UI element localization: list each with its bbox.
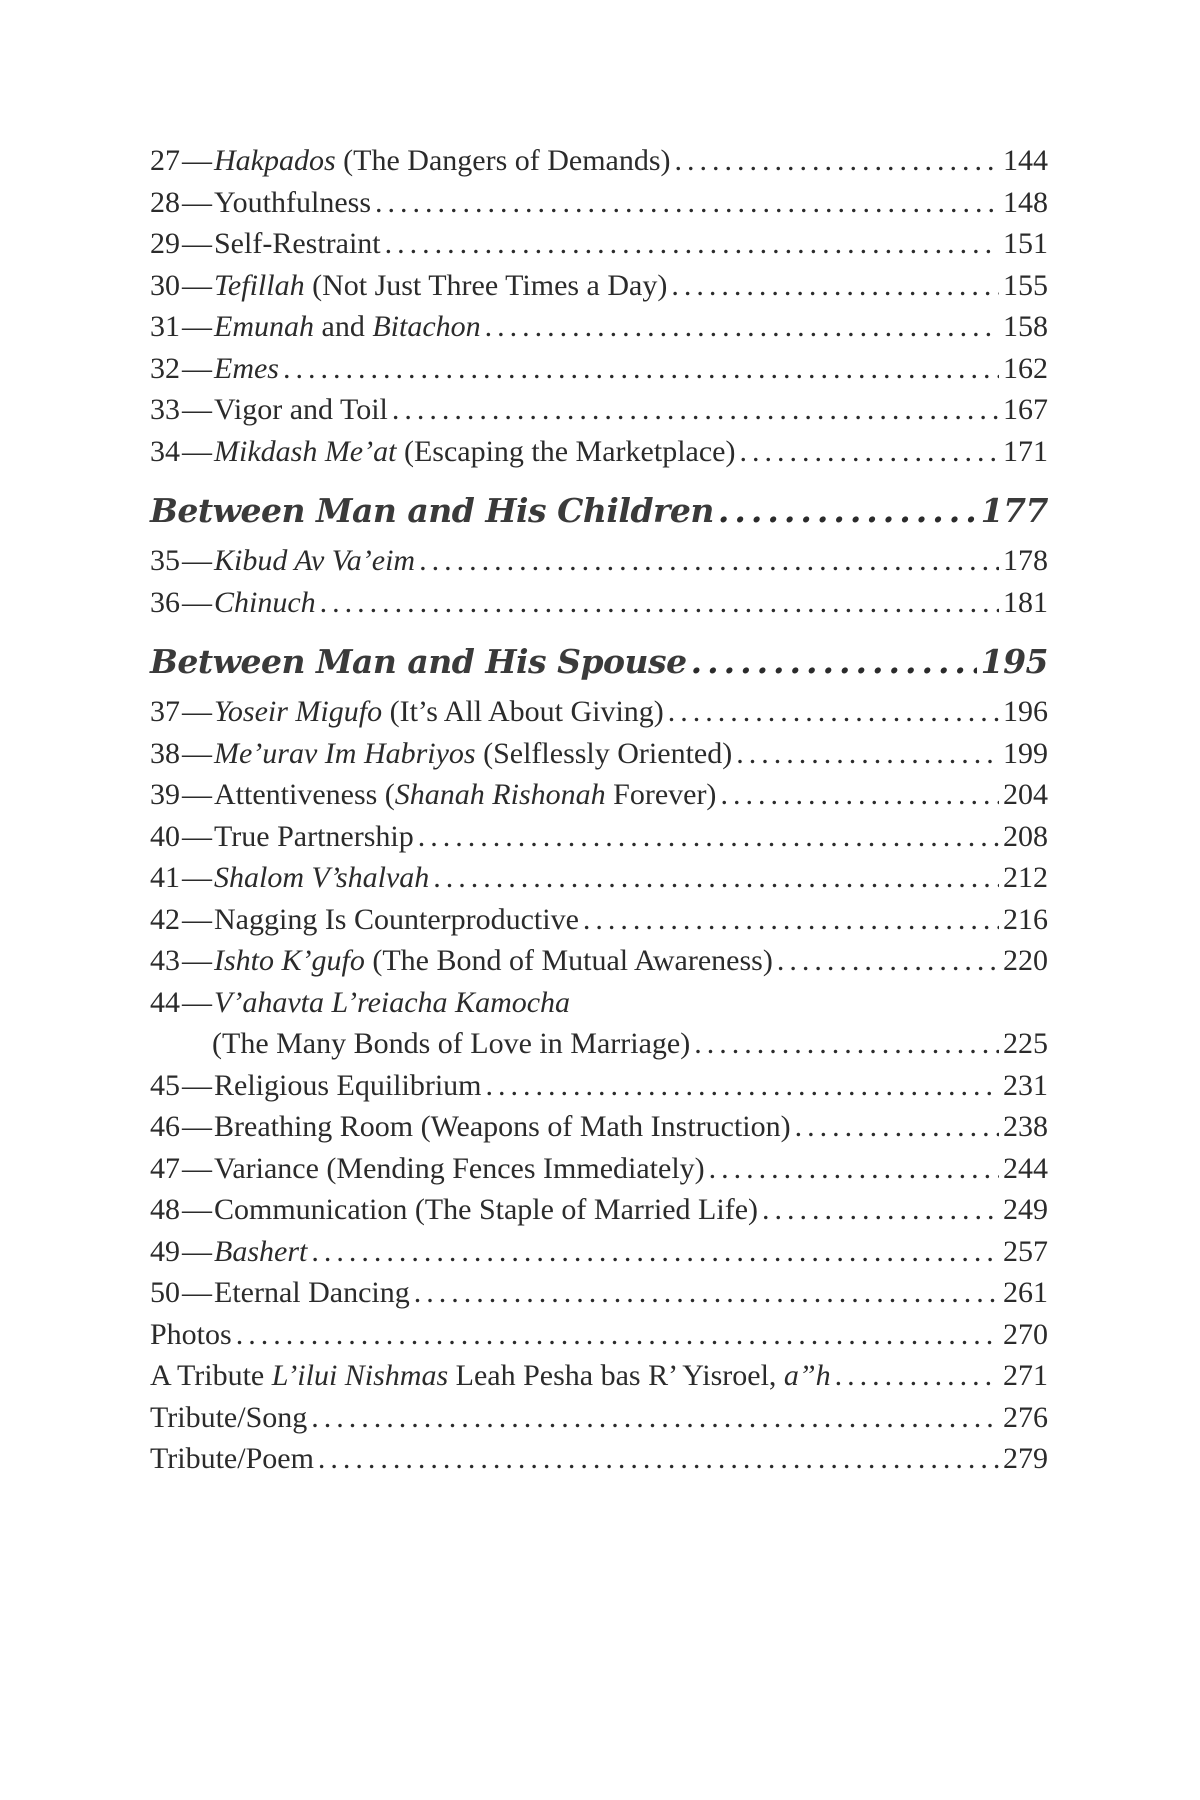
entry-dash: — [182,861,212,894]
entry-title [150,816,414,858]
leader-dots [668,691,999,733]
entry-page: 212 [1003,861,1048,894]
entry-text-after: (The Bond of Mutual Awareness) [364,944,773,977]
entry-title [150,940,773,982]
entry-italic: Kibud Av Va’eim [214,544,416,577]
entry-dash: — [182,351,212,385]
entry-title [150,265,667,307]
entry-number: 44 [150,985,180,1019]
entry-dash: — [182,902,212,936]
entry-text-after: (Selflessly Oriented) [475,736,733,770]
toc-extra-entry [150,1355,1048,1397]
entry-page: 225 [1003,1027,1048,1060]
entry-continuation: (The Many Bonds of Love in Marriage) [212,1027,691,1060]
entry-number: 30 [150,268,180,302]
entry-dash: — [182,393,212,426]
entry-italic: Me’urav Im Habriyos [214,736,476,770]
leader-dots [675,140,999,182]
entry-number: 40 [150,819,180,853]
heading-title: Between Man and His Children [150,491,714,530]
leader-dots [720,774,999,816]
toc-entry [150,223,1048,265]
entry-title [150,1189,758,1231]
entry-text: Tribute/Song [150,1400,308,1434]
entry-text: Vigor and Toil [214,393,388,426]
entry-number: 28 [150,185,180,219]
leader-dots [375,182,999,224]
heading-page: 177 [980,491,1048,530]
entry-page: 261 [1003,1276,1048,1309]
entry-italic: Yoseir Migufo [214,695,383,728]
entry-dash: — [182,310,212,343]
toc-section-4 [150,1065,1048,1314]
entry-dash: — [182,1193,212,1226]
entry-dash: — [182,985,212,1019]
entry-text-after: Leah Pesha bas R’ Yisroel, [448,1359,784,1392]
entry-number: 41 [150,861,180,894]
entry-title [150,582,316,624]
toc-entry [150,348,1048,390]
entry-number: 27 [150,144,180,177]
entry-number: 34 [150,434,180,468]
entry-number: 42 [150,902,180,936]
entry-text: Attentiveness ( [214,778,395,811]
leader-dots [414,1272,999,1314]
entry-title [150,1314,232,1356]
entry-dash: — [182,1151,212,1185]
entry-italic: Chinuch [214,585,316,619]
leader-dots [739,431,999,473]
entry-page: 171 [1003,434,1048,468]
leader-dots [486,1065,1000,1107]
entry-italic-2: Bitachon [372,310,481,343]
entry-dash: — [182,1234,212,1268]
entry-number: 32 [150,351,180,385]
entry-dash: — [182,585,212,619]
entry-title [150,857,429,899]
entry-number: 46 [150,1110,180,1143]
entry-dash: — [182,695,212,728]
entry-italic: V’ahavta L’reiacha Kamocha [214,985,571,1019]
toc-entry [150,691,1048,733]
entry-page: 244 [1003,1151,1048,1185]
entry-title [150,431,735,473]
entry-page: 162 [1003,351,1048,385]
toc-entry [150,1189,1048,1231]
entry-text: True Partnership [214,819,414,853]
toc-entry [150,1148,1048,1190]
entry-italic: Emes [214,351,279,385]
entry-number: 36 [150,585,180,619]
toc-extras [150,1314,1048,1480]
toc-entry [150,899,1048,941]
entry-text-after: (It’s All About Giving) [382,695,664,728]
entry-text: Eternal Dancing [214,1276,410,1309]
toc-section-1 [150,140,1048,472]
entry-dash: — [182,1276,212,1309]
entry-italic: Tefillah [214,268,305,302]
toc-entry [150,733,1048,775]
entry-title [150,540,415,582]
entry-title [150,1148,705,1190]
entry-number: 50 [150,1276,180,1309]
entry-title [150,140,671,182]
entry-text-after: (The Dangers of Demands) [335,144,671,177]
leader-dots [795,1106,999,1148]
entry-page: 167 [1003,393,1048,426]
leader-dots [718,482,977,540]
entry-italic: Shalom V’shalvah [214,861,430,894]
entry-text: Communication (The Staple of Married Life) [214,1193,758,1226]
entry-text: Self-Restraint [214,227,381,260]
entry-text: Photos [150,1317,232,1351]
heading-page: 195 [980,642,1048,681]
entry-title [150,389,388,431]
entry-number: 47 [150,1151,180,1185]
entry-page: 270 [1003,1317,1048,1351]
entry-italic-2: a”h [783,1359,831,1392]
entry-title [150,774,716,816]
entry-number: 43 [150,944,180,977]
entry-number: 49 [150,1234,180,1268]
toc-entry [150,431,1048,473]
entry-title [150,1065,482,1107]
leader-dots [762,1189,999,1231]
leader-dots [385,223,999,265]
entry-page: 220 [1003,944,1048,977]
entry-page: 199 [1003,736,1048,770]
entry-number: 33 [150,393,180,426]
toc-extra-entry [150,1438,1048,1480]
entry-dash: — [182,268,212,302]
entry-number: 31 [150,310,180,343]
entry-page: 144 [1003,144,1048,177]
entry-page: 148 [1003,185,1048,219]
entry-page: 178 [1003,544,1048,577]
entry-title [150,306,481,348]
table-of-contents [150,140,1048,1480]
leader-dots [320,582,999,624]
entry-page: 196 [1003,695,1048,728]
entry-text: Religious Equilibrium [214,1068,482,1102]
entry-title [150,1106,791,1148]
entry-number: 35 [150,544,180,577]
leader-dots [392,389,999,431]
toc-entry [150,940,1048,982]
toc-entry [150,774,1048,816]
entry-dash: — [182,944,212,977]
leader-dots [318,1438,999,1480]
entry-page: 231 [1003,1068,1048,1102]
entry-number: 29 [150,227,180,260]
leader-dots [709,1148,999,1190]
toc-entry [150,182,1048,224]
entry-title [150,899,579,941]
entry-page: 151 [1003,227,1048,260]
entry-number: 37 [150,695,180,728]
entry-dash: — [182,434,212,468]
entry-text: A Tribute [150,1359,272,1392]
toc-extra-entry [150,1397,1048,1439]
leader-dots [694,1023,999,1065]
section-heading-children [150,482,1048,540]
entry-title [150,1272,410,1314]
entry-page: 238 [1003,1110,1048,1143]
entry-dash: — [182,1110,212,1143]
toc-entry [150,1272,1048,1314]
toc-entry [150,816,1048,858]
entry-dash: — [182,778,212,811]
leader-dots [311,1231,999,1273]
entry-page: 158 [1003,310,1048,343]
entry-title [150,982,570,1024]
entry-title [150,1231,307,1273]
entry-page: 276 [1003,1400,1048,1434]
entry-text: Variance (Mending Fences Immediately) [214,1151,705,1185]
entry-text-after: Forever) [605,778,717,811]
leader-dots [418,816,999,858]
entry-text-after: (Escaping the Marketplace) [396,434,736,468]
entry-title [150,1438,314,1480]
leader-dots [671,265,999,307]
entry-number: 48 [150,1193,180,1226]
section-heading-spouse [150,633,1048,691]
entry-page: 181 [1003,585,1048,619]
leader-dots [236,1314,999,1356]
entry-page: 208 [1003,819,1048,853]
leader-dots [691,633,977,691]
entry-dash: — [182,544,212,577]
entry-italic: Hakpados [214,144,336,177]
entry-page: 155 [1003,268,1048,302]
entry-italic: Shanah Rishonah [394,778,606,811]
entry-text: Youthfulness [214,185,371,219]
entry-page: 271 [1003,1359,1048,1392]
entry-title [150,1397,307,1439]
toc-extra-entry [150,1314,1048,1356]
toc-entry [150,306,1048,348]
entry-italic: Mikdash Me’at [214,434,397,468]
toc-entry [150,265,1048,307]
toc-section-3 [150,691,1048,982]
entry-page: 249 [1003,1193,1048,1226]
leader-dots [283,348,999,390]
leader-dots [485,306,999,348]
entry-title [150,733,732,775]
leader-dots [433,857,999,899]
toc-entry [150,140,1048,182]
entry-title [150,691,664,733]
entry-page: 257 [1003,1234,1048,1268]
toc-entry-44 [150,982,1048,1024]
entry-number: 45 [150,1068,180,1102]
leader-dots [777,940,999,982]
entry-page: 204 [1003,778,1048,811]
toc-entry [150,1065,1048,1107]
entry-dash: — [182,819,212,853]
toc-entry [150,582,1048,624]
entry-italic: Bashert [214,1234,308,1268]
entry-title [150,223,381,265]
toc-entry-44-continuation [150,1023,1048,1065]
leader-dots [736,733,999,775]
toc-entry [150,857,1048,899]
entry-dash: — [182,1068,212,1102]
leader-dots [583,899,999,941]
entry-page: 279 [1003,1442,1048,1475]
entry-dash: — [182,144,212,177]
entry-text-after: and [314,310,373,343]
entry-page: 216 [1003,902,1048,936]
toc-entry [150,1106,1048,1148]
entry-title [150,348,279,390]
entry-italic: Emunah [214,310,314,343]
entry-italic: Ishto K’gufo [214,944,365,977]
toc-entry [150,389,1048,431]
entry-number: 38 [150,736,180,770]
toc-entry [150,1231,1048,1273]
leader-dots [835,1355,999,1397]
entry-text-after: (Not Just Three Times a Day) [304,268,668,302]
entry-dash: — [182,736,212,770]
entry-title [150,1355,831,1397]
toc-entry [150,540,1048,582]
entry-text: Tribute/Poem [150,1442,314,1475]
leader-dots [419,540,999,582]
entry-title [150,182,371,224]
entry-dash: — [182,227,212,260]
entry-dash: — [182,185,212,219]
leader-dots [311,1397,999,1439]
entry-italic: L’ilui Nishmas [271,1359,449,1392]
heading-title: Between Man and His Spouse [150,642,687,681]
entry-number: 39 [150,778,180,811]
entry-text: Nagging Is Counterproductive [214,902,579,936]
entry-text: Breathing Room (Weapons of Math Instruction) [214,1110,791,1143]
toc-section-2 [150,540,1048,623]
